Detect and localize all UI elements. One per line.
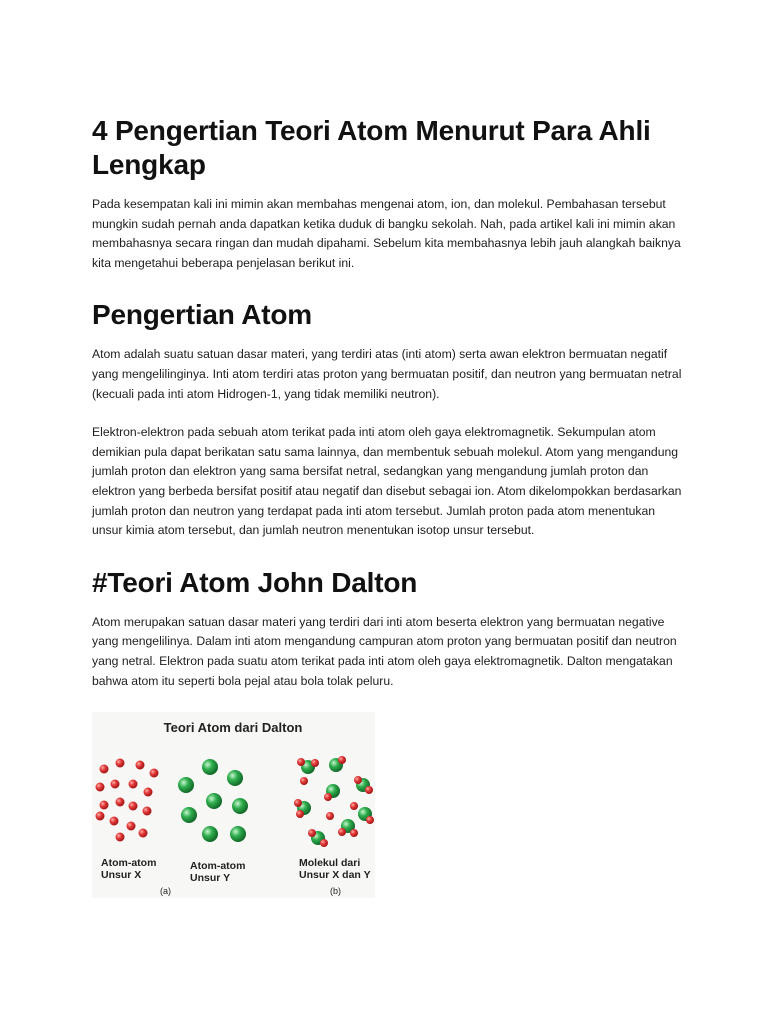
- figure-title: Teori Atom dari Dalton: [163, 720, 303, 736]
- atoms-unsur-y: [178, 759, 248, 842]
- section-heading-teori-dalton: #Teori Atom John Dalton: [92, 566, 418, 598]
- molecules-unsur-x-dan-y: [294, 756, 374, 847]
- label-molecule-line1: Molekul dari: [299, 857, 361, 870]
- pengertian-paragraph-2: Elektron-elektron pada sebuah atom terikat pada inti atom oleh gaya elektromagnetik. Sekumpulan atom demikian pula dapat berikatan satu sama lainnya, dan membentuk sebuah molekul. Atom yang mengandung jumlah proton dan elektron yang sama bersifat netral, sedangkan yang mengandung jumlah proton dan elektron yang berbeda bersifat positif atau negatif dan disebut sebagai ion. Atom dikelompokkan berdasarkan jumlah proton dan neutron yang terdapat pada inti atom tersebut. Jumlah proton pada atom menentukan unsur kimia atom tersebut, dan jumlah neutron menentukan isotop unsur tersebut.: [92, 425, 682, 538]
- label-atom-x-line1: Atom-atom: [101, 857, 157, 870]
- article-title: 4 Pengertian Teori Atom Menurut Para Ahli Lengkap: [92, 115, 651, 180]
- dalton-illustration: [92, 712, 375, 898]
- caption-b: (b): [330, 886, 341, 897]
- label-atom-y-line1: Atom-atom: [190, 860, 246, 873]
- article: [92, 114, 688, 898]
- dalton-atom-figure: [92, 712, 375, 898]
- caption-a: (a): [160, 886, 171, 897]
- pengertian-paragraph-1: Atom adalah suatu satuan dasar materi, yang terdiri atas (inti atom) serta awan elektron bermuatan negatif yang mengelilinginya. Inti atom terdiri atas proton yang bermuatan positif, dan neutron yang bermuatan netral (kecuali pada inti atom Hidrogen-1, yang tidak memiliki neutron).: [92, 347, 682, 401]
- label-molecule-line2: Unsur X dan Y: [299, 869, 371, 882]
- dalton-paragraph: Atom merupakan satuan dasar materi yang terdiri dari inti atom beserta elektron yang bermuatan negative yang mengelilinya. Dalam inti atom mengandung campuran atom proton yang bermuatan positif dan neutron yang netral. Elektron pada suatu atom terikat pada inti atom oleh gaya elektromagnetik. Dalton mengatakan bahwa atom itu seperti bola pejal atau bola tolak peluru.: [92, 614, 677, 688]
- section-heading-pengertian-atom: Pengertian Atom: [92, 299, 312, 331]
- label-atom-y-line2: Unsur Y: [190, 872, 231, 885]
- atoms-unsur-x: [96, 759, 159, 842]
- intro-paragraph: Pada kesempatan kali ini mimin akan membahas mengenai atom, ion, dan molekul. Pembahasan tersebut mungkin sudah pernah anda dapatkan ketika duduk di bangku sekolah. Nah, pada artikel kali ini mimin akan membahasnya secara ringan dan mudah dipahami. Sebelum kita membahasnya lebih jauh alangkah baiknya kita mengetahui beberapa penjelasan berikut ini.: [92, 197, 681, 270]
- label-atom-x-line2: Unsur X: [101, 869, 142, 882]
